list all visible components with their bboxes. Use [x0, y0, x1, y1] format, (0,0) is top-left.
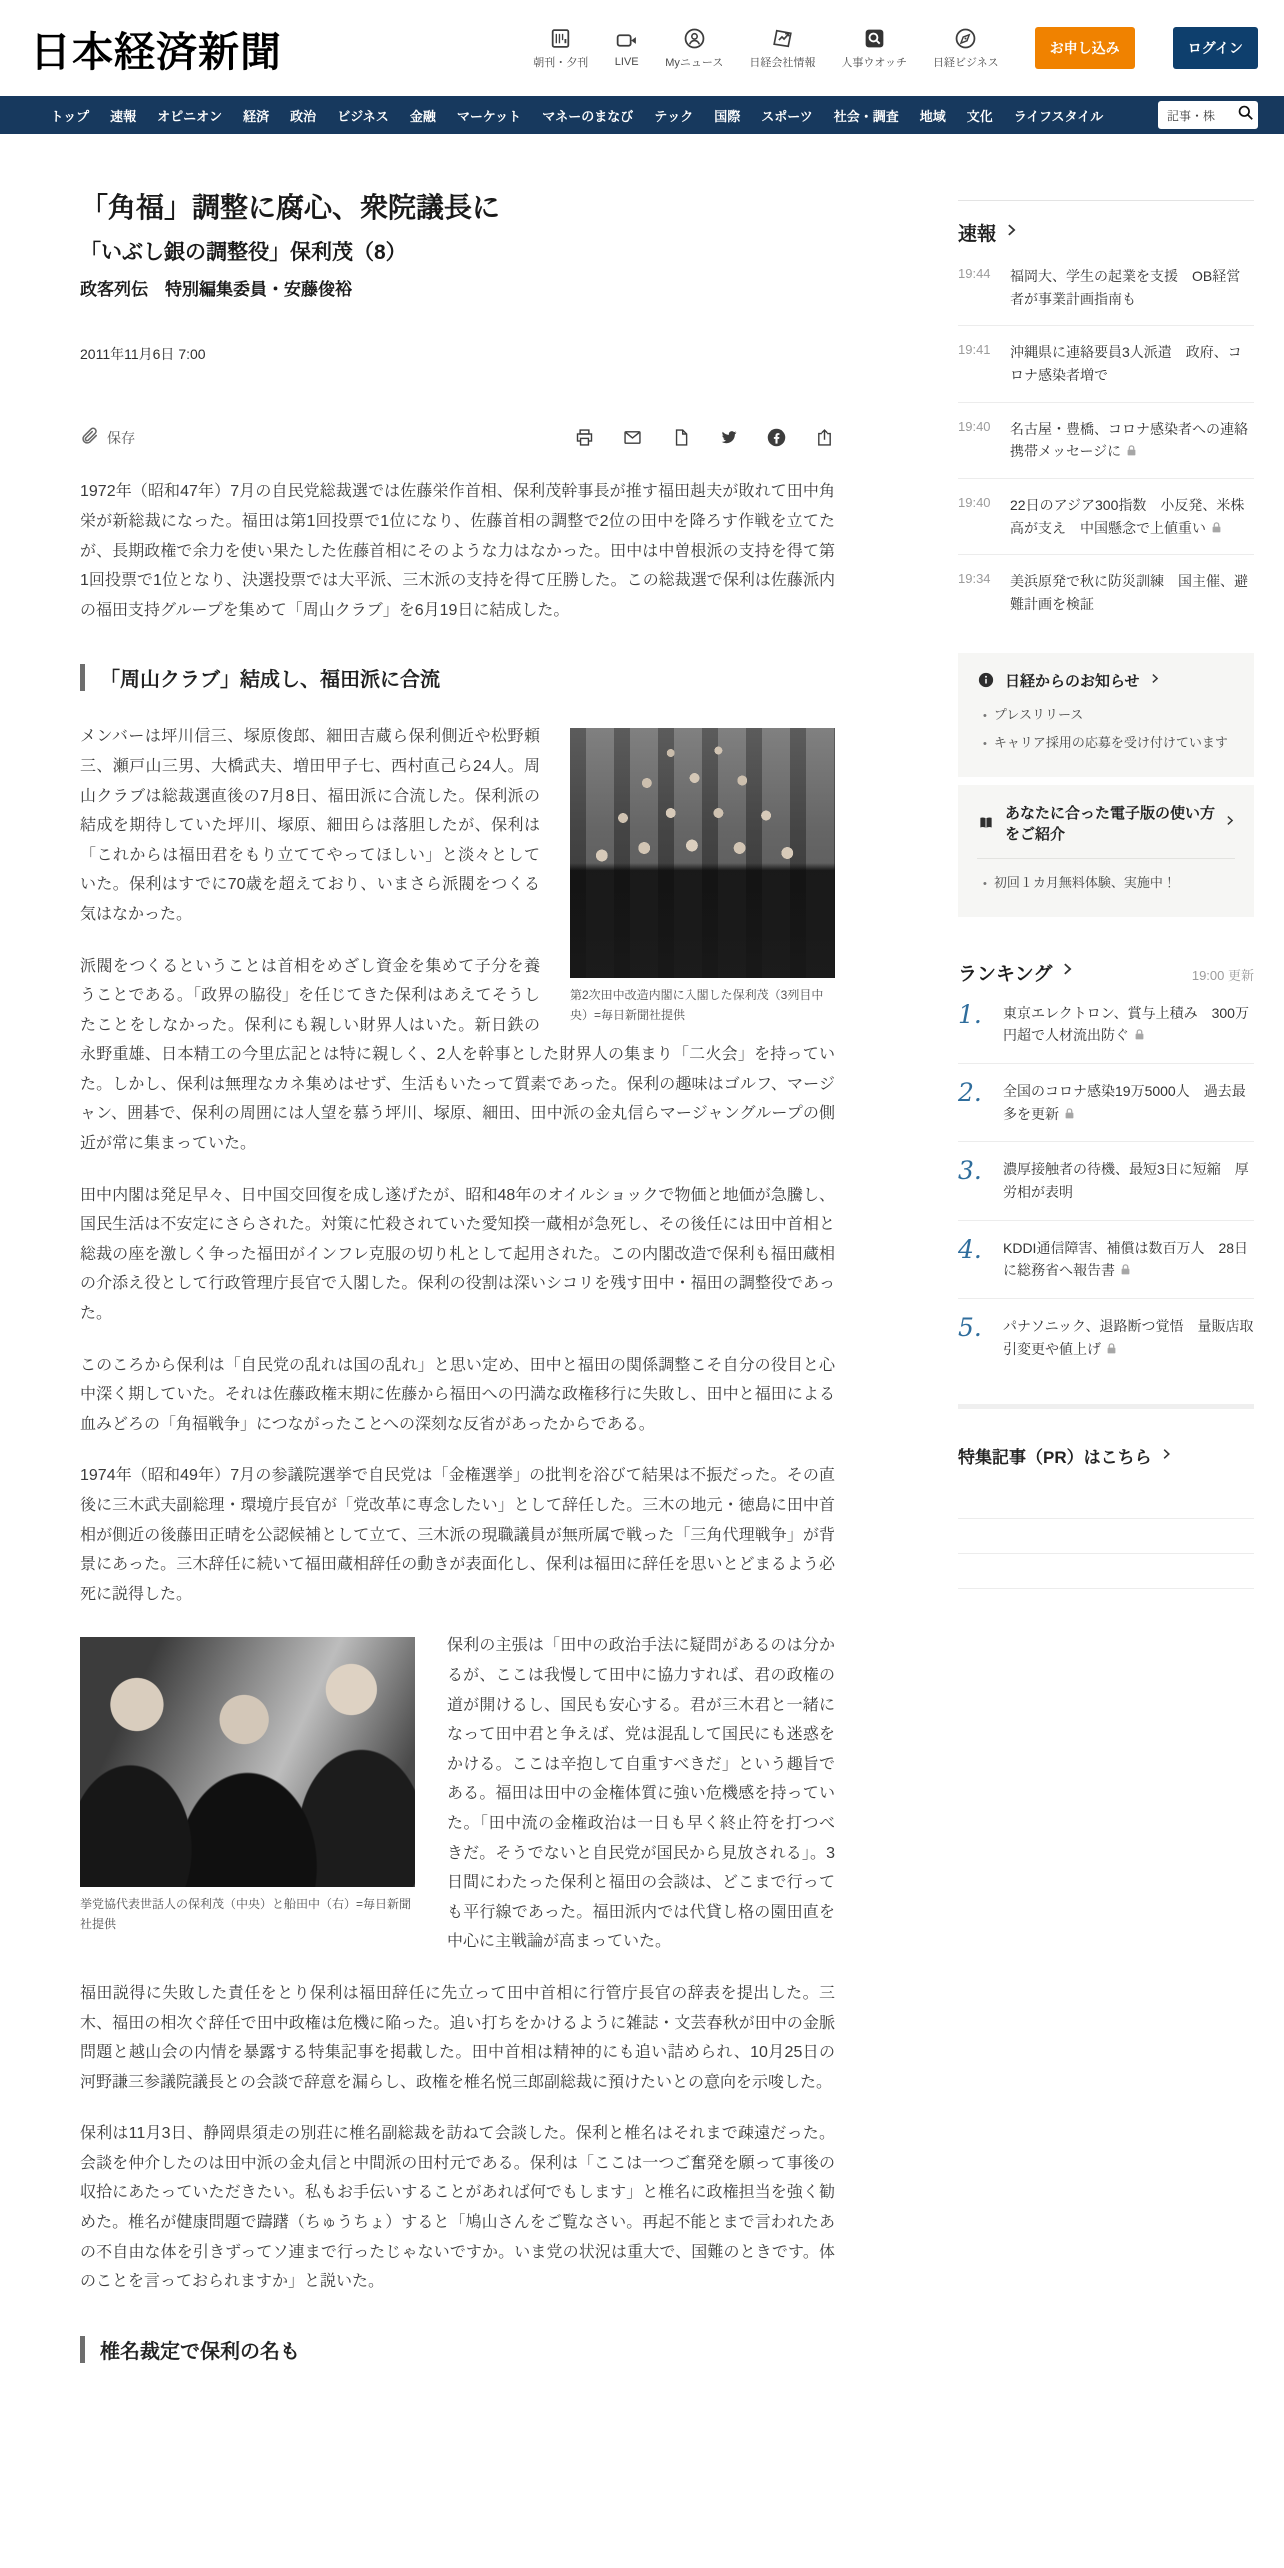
- newspaper-icon: [548, 26, 573, 51]
- paragraph: このころから保利は「自民党の乱れは国の乱れ」と思い定め、田中と福田の関係調整こそ自分の役目と心中深く期していた。それは佐藤政権末期に佐藤から福田への円満な政権移行に失敗し、田中と福田による血みどろの「角福戦争」につながったことへの深刻な反省があったからである。: [80, 1356, 835, 1433]
- save-button[interactable]: [80, 426, 135, 449]
- breaking-news-item[interactable]: 19:40 22日のアジア300指数 小反発、米株高が支え 中国懸念で上値重い: [958, 479, 1254, 555]
- email-button[interactable]: [622, 427, 643, 448]
- ranking-item[interactable]: 5. パナソニック、退路断つ覚悟 量販店取引変更や値上げ: [958, 1299, 1254, 1376]
- ranking-section: [958, 959, 1254, 1377]
- tool-my-news[interactable]: [665, 26, 723, 70]
- tool-morning-evening-edition[interactable]: [533, 26, 588, 70]
- search-icon[interactable]: [1236, 103, 1255, 127]
- nav-item-tech[interactable]: テック: [654, 108, 694, 124]
- paragraph: メンバーは坪川信三、塚原俊郎、細田吉蔵ら保利側近や松野頼三、瀬戸山三男、大橋武夫、増田甲子七、西村直己ら24人。周山クラブは総裁選直後の7月8日、福田派に合流した。保利派の結成を期待していた坪川、塚原、細田らは落胆したが、保利は「これからは福田君をもり立ててやってほしい」と淡々としていた。保利はすでに70歳を超えており、いまさら派閥をつくる気はなかった。: [80, 728, 540, 923]
- article: [80, 134, 835, 2394]
- nav-item-society[interactable]: 社会・調査: [833, 108, 899, 124]
- pr-slot: [958, 1519, 1254, 1554]
- tool-label: LIVE: [614, 56, 639, 68]
- breaking-news-item[interactable]: 19:34 美浜原発で秋に防災訓練 国主催、避難計画を検証: [958, 571, 1248, 613]
- ranking-header[interactable]: ランキング: [958, 959, 1074, 986]
- nav-item-finance[interactable]: 金融: [409, 108, 436, 124]
- paperclip-icon: [80, 426, 100, 449]
- nav-item-economy[interactable]: 経済: [243, 108, 270, 124]
- notice-item[interactable]: • キャリア採用の応募を受け付けています: [983, 732, 1235, 751]
- lock-icon: [1210, 521, 1223, 534]
- stock-chart-icon: [770, 26, 795, 51]
- signup-button[interactable]: お申し込み: [1035, 27, 1135, 69]
- tool-label: 日経ビジネス: [933, 57, 999, 69]
- content-area: [0, 134, 1284, 2394]
- tool-nikkei-business[interactable]: [933, 26, 999, 70]
- heading-bar: [80, 664, 85, 691]
- ranking-item[interactable]: 1. 東京エレクトロン、賞与上積み 300万円超で人材流出防ぐ: [958, 986, 1254, 1064]
- nav-item-breaking[interactable]: 速報: [110, 108, 137, 124]
- ranking-item[interactable]: 3. 濃厚接触者の待機、最短3日に短縮 厚労相が表明: [958, 1142, 1254, 1220]
- lock-icon: [1105, 1342, 1118, 1355]
- notice-list: [977, 704, 1235, 751]
- paragraph: 保利の主張は「田中の政治手法に疑問があるのは分かるが、ここは我慢して田中に協力すれば、君の政権の道が開けるし、国民も安心する。君が三木君と一緒になって田中君と争えば、党は混乱して国民にも迷惑をかける。ここは辛抱して自重すべきだ」という趣旨である。福田は田中の金権体質に強い危機感を持っていた。「田中流の金権政治は一日も早く終止符を打つべきだ。そうでないと自民党が国民から見放される」。3日間にわたった保利と福田の会談は、どこまで行っても平行線であった。福田派内では代貸し格の園田直を中心に主戦論が高まっていた。: [447, 1637, 835, 1951]
- tool-live[interactable]: [614, 28, 639, 68]
- article-byline: 政客列伝 特別編集委員・安藤俊裕: [80, 280, 352, 300]
- divider: [958, 1404, 1254, 1409]
- breaking-news-item[interactable]: 19:44 福岡大、学生の起業を支援 OB経営者が事業計画指南も: [958, 250, 1254, 326]
- chevron-right-icon: [1150, 672, 1160, 689]
- section-photo2-body: [80, 1631, 835, 1979]
- paragraph: 1974年（昭和49年）7月の参議院選挙で自民党は「金権選挙」の批判を浴びて結果は不振だった。その直後に三木武夫副総理・環境庁長官が「党改革に専念したい」として辞任した。三木の地元・徳島に田中首相が側近の後藤田正晴を公認候補として立て、三木派の現職議員が無所属で戦った「三角代理戦争」が背景にあった。三木辞任に続いて福田蔵相辞任の動きが表面化し、保利は福田に辞任を思いとどまるよう必死に説得した。: [80, 1467, 835, 1603]
- paragraph: 福田説得に失敗した責任をとり保利は福田辞任に先立って田中首相に行管庁長官の辞表を提出した。三木、福田の相次ぐ辞任で田中政権は危機に陥った。追い打ちをかけるように雑誌・文芸春秋が田中の金脈問題と越山会の内情を暴露する特集記事を掲載した。田中首相は精神的にも追い詰められ、10月25日の河野謙三参議院議長との会談で辞意を漏らし、政権を椎名悦三郎副総裁に預けたいとの意向を示唆した。: [80, 1984, 835, 2091]
- nav-item-money[interactable]: マネーのまなび: [542, 108, 634, 124]
- promo-header[interactable]: あなたに合った電子版の使い方をご紹介: [977, 802, 1235, 844]
- tool-label: 人事ウオッチ: [841, 57, 908, 69]
- divider: [977, 858, 1235, 859]
- tool-company-info[interactable]: [749, 26, 815, 70]
- rank-number: 5.: [958, 1313, 982, 1343]
- breaking-news-item[interactable]: 19:41 沖縄県に連絡要員3人派遣 政府、コロナ感染者増で: [958, 326, 1254, 402]
- compass-icon: [953, 26, 978, 51]
- article-subtitle: 「いぶし銀の調整役」保利茂（8）: [80, 241, 407, 265]
- nav-item-culture[interactable]: 文化: [966, 108, 993, 124]
- rank-number: 2.: [958, 1078, 982, 1108]
- paragraph: 保利は11月3日、静岡県須走の別荘に椎名副総裁を訪ねて会談した。保利と椎名はそれまで疎遠だった。会談を仲介したのは田中派の金丸信と中間派の田村元である。保利は「ここは一つご奮発を願って事後の収拾にあたっていただきたい。私もお手伝いすることがあれば何でもします」と椎名に政権担当を強く勧めた。椎名が健康問題で躊躇（ちゅうちょ）すると「鳩山さんをご覧なさい。再起不能とまで言われたあの不自由な体を引きずってソ連まで行ったじゃないですか。いま党の状況は重大で、国難のときです。体のことを言っておられますか」と説いた。: [80, 2125, 835, 2291]
- search-placeholder: 記事・株: [1167, 108, 1216, 123]
- copy-article-button[interactable]: [670, 427, 691, 448]
- rank-number: 3.: [958, 1156, 982, 1186]
- promo-list: [977, 872, 1235, 891]
- print-button[interactable]: [574, 427, 595, 448]
- lock-icon: [1119, 1263, 1132, 1276]
- chevron-right-icon: [1225, 814, 1235, 831]
- ebook-promo-box: [958, 785, 1254, 917]
- rank-number: 4.: [958, 1234, 982, 1264]
- rank-number: 1.: [958, 999, 982, 1029]
- section-heading-2: 椎名裁定で保利の名も: [80, 2335, 835, 2364]
- sidebar: [958, 200, 1262, 2394]
- nikkei-notice-box: [958, 653, 1254, 777]
- magnifier-badge-icon: [862, 26, 887, 51]
- nav-item-opinion[interactable]: オピニオン: [157, 108, 223, 124]
- share-row: [574, 427, 835, 448]
- tool-label: 朝刊・夕刊: [533, 57, 589, 69]
- tool-jinji-watch[interactable]: [841, 26, 907, 70]
- login-button[interactable]: ログイン: [1173, 27, 1258, 69]
- photo-caption: 第2次田中改造内閣に入閣した保利茂（3列目中央）=毎日新聞社提供: [570, 988, 824, 1023]
- chevron-right-icon: [1161, 1446, 1172, 1466]
- info-circle-icon: [977, 671, 995, 689]
- photo-caption: 挙党協代表世話人の保利茂（中央）と船田中（右）=毎日新聞社提供: [80, 1897, 412, 1932]
- heading-bar: [80, 2336, 85, 2363]
- search-input[interactable]: [1158, 101, 1258, 129]
- cabinet-group-photo: [570, 728, 835, 978]
- ranking-header-row: [958, 959, 1254, 986]
- twitter-icon[interactable]: [718, 427, 739, 448]
- nav-item-business[interactable]: ビジネス: [337, 108, 389, 124]
- lock-icon: [1063, 1107, 1076, 1120]
- user-icon: [682, 26, 707, 51]
- article-toolbar: [80, 426, 835, 449]
- promo-item[interactable]: • 初回１カ月無料体験、実施中！: [983, 872, 1235, 891]
- chevron-right-icon: [1005, 222, 1018, 244]
- nikkei-logo[interactable]: 日本経済新聞: [30, 27, 282, 76]
- ranking-item[interactable]: 4. KDDI通信障害、補償は数百万人 28日に総務省へ報告書: [958, 1221, 1254, 1299]
- breaking-news-list: [958, 250, 1262, 631]
- tool-label: Myニュース: [665, 57, 724, 69]
- book-icon: [977, 814, 995, 832]
- breaking-news-item[interactable]: 19:40 名古屋・豊橋、コロナ感染者への連絡 携帯メッセージに: [958, 403, 1254, 479]
- nav-item-politics[interactable]: 政治: [290, 108, 317, 124]
- article-date: 2011年11月6日 7:00: [80, 346, 206, 363]
- site-header: [0, 0, 1284, 96]
- hori-funada-photo: [80, 1637, 415, 1887]
- nav-item-lifestyle[interactable]: ライフスタイル: [1013, 108, 1104, 124]
- figure-hori-funada-photo: [80, 1637, 415, 1935]
- pr-slot: [958, 1484, 1254, 1519]
- lock-icon: [1125, 444, 1138, 457]
- nav-item-sports[interactable]: スポーツ: [761, 108, 813, 124]
- share-button[interactable]: [814, 427, 835, 448]
- tool-label: 日経会社情報: [749, 57, 816, 69]
- notice-item[interactable]: • プレスリリース: [983, 704, 1235, 723]
- main-navbar: [0, 96, 1284, 134]
- header-tools: [533, 26, 1258, 70]
- notice-header[interactable]: 日経からのお知らせ: [977, 670, 1235, 691]
- chevron-right-icon: [1061, 961, 1074, 983]
- facebook-icon[interactable]: [766, 427, 787, 448]
- article-title: 「角福」調整に腐心、衆院議長に: [80, 192, 501, 223]
- lock-icon: [1133, 1028, 1146, 1041]
- video-camera-icon: [614, 28, 639, 53]
- paragraph: 田中内閣は発足早々、日中国交回復を成し遂げたが、昭和48年のオイルショックで物価と地価が急騰し、国民生活は不安定にさらされた。対策に忙殺されていた愛知揆一蔵相が急死し、その後任には田中首相と総裁の座を激しく争った福田がインフレ克服の切り札として起用された。この内閣改造で保利も福田蔵相の介添え役として行政管理庁長官で入閣した。保利の役割は深いシコリを残す田中・福田の調整役であった。: [80, 1186, 835, 1323]
- pr-articles-header[interactable]: 特集記事（PR）はこちら: [958, 1443, 1254, 1468]
- pr-slots: [958, 1484, 1254, 1589]
- nav-item-international[interactable]: 国際: [714, 108, 741, 124]
- pr-slot: [958, 1554, 1254, 1589]
- figure-cabinet-photo: [570, 728, 835, 1026]
- paragraph: 1972年（昭和47年）7月の自民党総裁選では佐藤栄作首相、保利茂幹事長が推す福田赳夫が敗れて田中角栄が新総裁になった。福田は第1回投票で1位になり、佐藤首相の調整で2位の田中を降ろす作戦を立てたが、長期政権で余力を使い果たした佐藤首相にそのような力はなかった。田中は中曽根派の支持を得て第1回投票で1位となり、決選投票では大平派、三木派の支持を得て圧勝した。この総裁選で保利は佐藤派内の福田支持グループを集めて「周山クラブ」を6月19日に結成した。: [80, 483, 835, 619]
- ranking-item[interactable]: 2. 全国のコロナ感染19万5000人 過去最多を更新: [958, 1064, 1254, 1142]
- nav-item-markets[interactable]: マーケット: [456, 108, 522, 124]
- nav-item-regional[interactable]: 地域: [919, 108, 946, 124]
- section-heading-1: 「周山クラブ」結成し、福田派に合流: [80, 663, 835, 692]
- breaking-news-header[interactable]: 速報: [958, 219, 1254, 246]
- section-1-body: [80, 722, 835, 1180]
- paragraph: 派閥をつくるということは首相をめざし資金を集めて子分を養うことである。「政界の脇役」を任じてきた保利はあえてそうしたことをしなかった。保利にも親しい財界人はいた。新日鉄の永野重雄、日本精工の今里広記とは特に親しく、2人を幹事とした財界人の集まり「二火会」を持っていた。しかし、保利は無理なカネ集めはせず、生活もいたって質素であった。保利の趣味はゴルフ、マージャン、囲碁で、保利の周囲には人望を慕う坪川、塚原、細田、田中派の金丸信らマージャングループの側近が常に集まっていた。: [80, 957, 835, 1153]
- nav-item-top[interactable]: トップ: [50, 108, 90, 124]
- save-label: 保存: [107, 429, 135, 446]
- ranking-updated-time: 19:00 更新: [1191, 967, 1254, 983]
